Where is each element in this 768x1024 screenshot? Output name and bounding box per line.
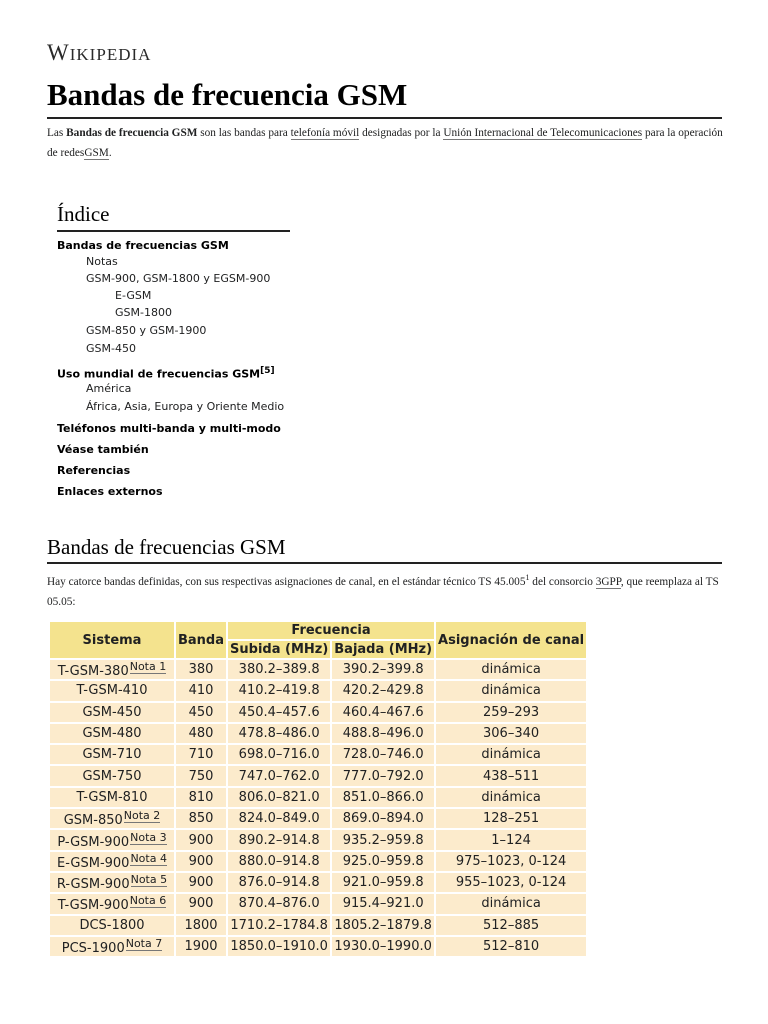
cell-asignacion: 306–340 xyxy=(436,724,586,743)
cell-sistema xyxy=(50,766,174,785)
cell-subida: 876.0–914.8 xyxy=(228,873,330,892)
cell-sistema xyxy=(50,703,174,722)
toc-item[interactable]: África, Asia, Europa y Oriente Medio xyxy=(86,400,285,413)
table-row xyxy=(50,660,586,679)
cell-sistema xyxy=(50,681,174,700)
table-row xyxy=(50,937,586,956)
cell-subida: 1710.2–1784.8 xyxy=(228,916,330,935)
cell-sistema xyxy=(50,809,174,828)
toc-item[interactable]: Teléfonos multi-banda y multi-modo xyxy=(57,422,281,435)
header-subida: Subida (MHz) xyxy=(230,642,329,657)
note-link[interactable]: Nota 4 xyxy=(130,851,167,865)
link-telefonia-movil[interactable]: telefonía móvil xyxy=(290,127,360,139)
table-row xyxy=(50,681,586,700)
toc-item[interactable]: GSM-900, GSM-1800 y EGSM-900 xyxy=(86,272,271,285)
sistema-name: DCS-1800 xyxy=(79,917,145,933)
table-of-contents xyxy=(57,200,307,498)
toc-item[interactable]: Véase también xyxy=(57,443,149,456)
cell-banda: 1800 xyxy=(176,916,226,935)
cell-asignacion: 955–1023, 0-124 xyxy=(436,873,586,892)
table-row xyxy=(50,894,586,913)
sistema-name: P-GSM-900 xyxy=(57,834,130,850)
header-sistema: Sistema xyxy=(50,622,174,658)
cell-banda: 380 xyxy=(176,660,226,679)
cell-subida: 1850.0–1910.0 xyxy=(228,937,330,956)
link-uit[interactable]: Unión Internacional de Telecomunicaciones xyxy=(443,127,643,139)
wikipedia-wordmark[interactable]: WIKIPEDIA xyxy=(47,40,152,65)
cell-subida: 806.0–821.0 xyxy=(228,788,330,807)
toc-item[interactable]: E-GSM xyxy=(115,289,152,302)
cell-bajada: 935.2–959.8 xyxy=(332,830,434,849)
reference-superscript[interactable]: [5] xyxy=(260,366,275,376)
cell-bajada: 1805.2–1879.8 xyxy=(332,916,434,935)
intro-paragraph xyxy=(47,123,724,163)
toc-item-label: Uso mundial de frecuencias GSM xyxy=(57,367,261,381)
table-row xyxy=(50,766,586,785)
cell-banda: 750 xyxy=(176,766,226,785)
cell-bajada: 728.0–746.0 xyxy=(332,745,434,764)
cell-banda: 450 xyxy=(176,703,226,722)
cell-sistema xyxy=(50,873,174,892)
cell-asignacion: 512–885 xyxy=(436,916,586,935)
intro-text: para la operación de redes xyxy=(47,127,723,159)
note-link[interactable]: Nota 2 xyxy=(123,809,161,823)
sistema-name: T-GSM-410 xyxy=(76,683,148,699)
toc-item[interactable]: GSM-1800 xyxy=(115,306,172,319)
cell-subida: 747.0–762.0 xyxy=(228,766,330,785)
cell-sistema xyxy=(50,788,174,807)
table-row xyxy=(50,703,586,722)
cell-banda: 480 xyxy=(176,724,226,743)
sistema-name: GSM-750 xyxy=(82,768,142,784)
cell-bajada: 390.2–399.8 xyxy=(332,660,434,679)
cell-asignacion: 128–251 xyxy=(436,809,586,828)
cell-bajada: 925.0–959.8 xyxy=(332,852,434,871)
toc-item[interactable]: Enlaces externos xyxy=(57,485,163,498)
cell-bajada: 488.8–496.0 xyxy=(332,724,434,743)
intro-text: . xyxy=(108,147,112,159)
header-frecuencia: Frecuencia xyxy=(228,622,434,639)
reference-superscript[interactable]: 1 xyxy=(525,573,530,582)
header-banda: Banda xyxy=(176,622,226,658)
toc-item[interactable]: Referencias xyxy=(57,464,131,477)
table-row xyxy=(50,830,586,849)
toc-item[interactable]: Bandas de frecuencias GSM xyxy=(57,239,229,252)
cell-banda: 710 xyxy=(176,745,226,764)
link-3gpp[interactable]: 3GPP xyxy=(595,575,621,588)
sistema-name: R-GSM-900 xyxy=(56,877,130,893)
cell-banda: 850 xyxy=(176,809,226,828)
cell-bajada: 921.0–959.8 xyxy=(332,873,434,892)
table-row xyxy=(50,852,586,871)
table-row xyxy=(50,724,586,743)
sistema-name: T-GSM-810 xyxy=(76,789,148,805)
intro-text: Las xyxy=(47,127,67,139)
cell-subida: 824.0–849.0 xyxy=(228,809,330,828)
note-link[interactable]: Nota 1 xyxy=(129,660,167,674)
section-text: del consorcio xyxy=(529,575,596,588)
cell-asignacion: 259–293 xyxy=(436,703,586,722)
header-bajada: Bajada (MHz) xyxy=(334,642,433,657)
cell-asignacion: dinámica xyxy=(436,660,586,679)
cell-sistema xyxy=(50,724,174,743)
cell-banda: 410 xyxy=(176,681,226,700)
note-link[interactable]: Nota 5 xyxy=(130,873,168,887)
cell-subida: 410.2–419.8 xyxy=(228,681,330,700)
toc-item[interactable]: Notas xyxy=(86,255,118,268)
table-row xyxy=(50,788,586,807)
sistema-name: GSM-850 xyxy=(63,813,123,829)
cell-asignacion: dinámica xyxy=(436,681,586,700)
cell-banda: 1900 xyxy=(176,937,226,956)
note-link[interactable]: Nota 6 xyxy=(129,894,167,908)
sistema-name: E-GSM-900 xyxy=(57,855,130,871)
page-title: Bandas de frecuencia GSM xyxy=(47,76,722,119)
header-asignacion: Asignación de canal xyxy=(436,622,586,658)
cell-banda: 900 xyxy=(176,852,226,871)
cell-sistema xyxy=(50,745,174,764)
toc-title: Índice xyxy=(57,200,290,232)
cell-subida: 870.4–876.0 xyxy=(228,894,330,913)
cell-asignacion: dinámica xyxy=(436,745,586,764)
note-link[interactable]: Nota 7 xyxy=(125,937,163,950)
cell-sistema xyxy=(50,852,174,871)
cell-banda: 900 xyxy=(176,894,226,913)
cell-sistema xyxy=(50,916,174,935)
table-row xyxy=(50,745,586,764)
cell-bajada: 1930.0–1990.0 xyxy=(332,937,434,956)
toc-item[interactable]: América xyxy=(86,382,132,395)
cell-subida: 380.2–389.8 xyxy=(228,660,330,679)
toc-item[interactable]: GSM-450 xyxy=(86,342,136,355)
sistema-name: GSM-710 xyxy=(82,747,142,763)
sistema-name: T-GSM-380 xyxy=(57,664,129,680)
cell-banda: 900 xyxy=(176,830,226,849)
cell-sistema xyxy=(50,660,174,679)
link-gsm[interactable]: GSM xyxy=(84,147,109,159)
cell-subida: 890.2–914.8 xyxy=(228,830,330,849)
section-text: Hay catorce bandas definidas, con sus respectivas asignaciones de canal, en el estándar técnico TS 45.005 xyxy=(47,575,526,588)
cell-subida: 450.4–457.6 xyxy=(228,703,330,722)
section-paragraph xyxy=(47,568,724,612)
cell-subida: 478.8–486.0 xyxy=(228,724,330,743)
cell-bajada: 869.0–894.0 xyxy=(332,809,434,828)
table-body xyxy=(50,660,586,956)
cell-bajada: 851.0–866.0 xyxy=(332,788,434,807)
cell-sistema xyxy=(50,894,174,913)
note-link[interactable]: Nota 3 xyxy=(130,830,167,844)
cell-asignacion: dinámica xyxy=(436,788,586,807)
cell-banda: 810 xyxy=(176,788,226,807)
cell-banda: 900 xyxy=(176,873,226,892)
sistema-name: GSM-480 xyxy=(82,726,142,742)
intro-text: son las bandas para xyxy=(197,127,291,139)
toc-item[interactable]: GSM-850 y GSM-1900 xyxy=(86,324,207,337)
section-text: , que reemplaza al TS 05.05: xyxy=(47,575,719,608)
table-row xyxy=(50,809,586,828)
cell-sistema xyxy=(50,937,174,956)
cell-bajada: 915.4–921.0 xyxy=(332,894,434,913)
table-row xyxy=(50,916,586,935)
gsm-bands-table xyxy=(48,620,588,958)
sistema-name: T-GSM-900 xyxy=(57,898,129,914)
cell-bajada: 777.0–792.0 xyxy=(332,766,434,785)
sistema-name: GSM-450 xyxy=(82,704,142,720)
cell-asignacion: dinámica xyxy=(436,894,586,913)
cell-asignacion: 1–124 xyxy=(436,830,586,849)
cell-sistema xyxy=(50,830,174,849)
cell-asignacion: 975–1023, 0-124 xyxy=(436,852,586,871)
section-heading: Bandas de frecuencias GSM xyxy=(47,534,722,564)
cell-asignacion: 512–810 xyxy=(436,937,586,956)
toc-item[interactable] xyxy=(57,366,275,381)
cell-bajada: 420.2–429.8 xyxy=(332,681,434,700)
intro-bold-term: Bandas de frecuencia GSM xyxy=(66,127,198,139)
cell-asignacion: 438–511 xyxy=(436,766,586,785)
intro-text: designadas por la xyxy=(359,127,444,139)
cell-bajada: 460.4–467.6 xyxy=(332,703,434,722)
cell-subida: 880.0–914.8 xyxy=(228,852,330,871)
table-row xyxy=(50,873,586,892)
sistema-name: PCS-1900 xyxy=(61,941,125,956)
cell-subida: 698.0–716.0 xyxy=(228,745,330,764)
